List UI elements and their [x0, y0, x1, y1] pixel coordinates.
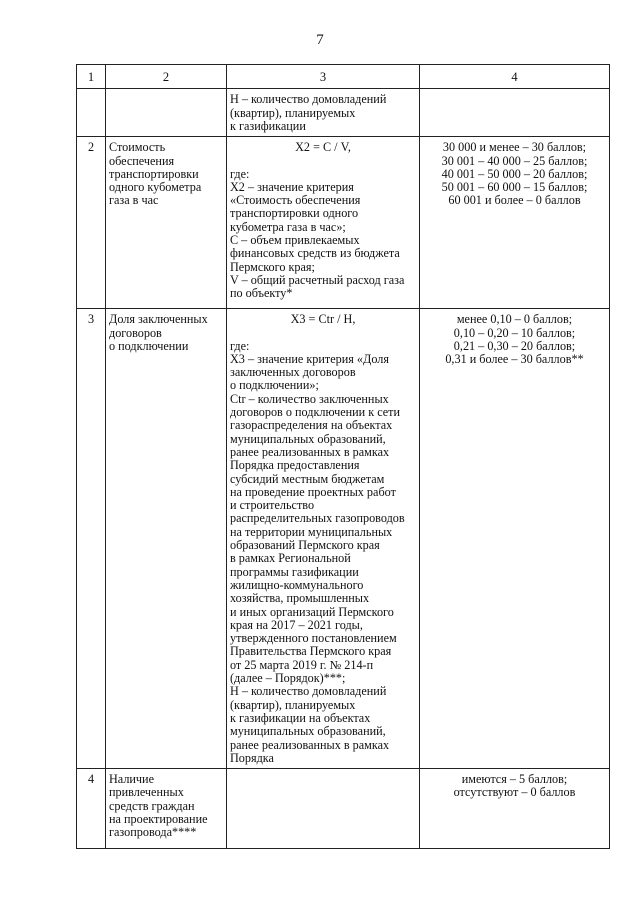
explanation-line: хозяйства, промышленных — [230, 591, 370, 606]
scores-cell — [420, 89, 610, 137]
explanation-line: финансовых средств из бюджета — [230, 246, 400, 261]
score-line: 0,21 – 0,30 – 20 баллов; — [453, 338, 576, 353]
criterion-line: транспортировки — [109, 166, 199, 181]
explanation-line: Пермского края; — [230, 259, 315, 274]
calculation-cell — [227, 769, 420, 849]
score-line: 50 001 – 60 000 – 15 баллов; — [441, 180, 588, 195]
explanation-line: к газификации — [230, 118, 306, 133]
explanation-line: программы газификации — [230, 564, 359, 579]
criterion-cell — [106, 769, 227, 849]
header-col-2: 2 — [106, 65, 227, 89]
criteria-table — [76, 64, 610, 849]
explanation-line: Н – количество домовладений — [230, 684, 387, 699]
row-number: 3 — [77, 309, 106, 769]
explanation-line: от 25 марта 2019 г. № 214-п — [230, 657, 374, 672]
explanation-line: газораспределения на объектах — [230, 418, 393, 433]
explanation-line: Правительства Пермского края — [230, 644, 392, 659]
criterion-line: Наличие — [109, 772, 154, 787]
score-line: 0,31 и более – 30 баллов** — [445, 352, 584, 367]
explanation-line: ранее реализованных в рамках — [230, 444, 390, 459]
explanation-line: жилищно-коммунального — [230, 577, 364, 592]
explanation-line: (квартир), планируемых — [230, 105, 356, 120]
scores-cell — [420, 309, 610, 769]
criterion-line: Стоимость — [109, 140, 166, 155]
explanation-line: на территории муниципальных — [230, 524, 393, 539]
score-line: 30 000 и менее – 30 баллов; — [442, 140, 587, 155]
header-col-3: 3 — [227, 65, 420, 89]
explanation-line: края на 2017 – 2021 годы, — [230, 617, 363, 632]
formula: Х2 = С / V, — [295, 140, 351, 155]
score-line: 30 001 – 40 000 – 25 баллов; — [441, 153, 588, 168]
explanation-line: субсидий местным бюджетам — [230, 471, 385, 486]
explanation-line: «Стоимость обеспечения — [230, 193, 361, 208]
table-row — [77, 769, 610, 849]
criterion-line: обеспечения — [109, 153, 175, 168]
explanation-line: распределительных газопроводов — [230, 511, 405, 526]
criterion-line: договоров — [109, 325, 162, 340]
explanation-line: к газификации на объектах — [230, 710, 371, 725]
explanation-line: где: — [230, 166, 250, 181]
explanation-line: заключенных договоров — [230, 365, 356, 380]
score-line: менее 0,10 – 0 баллов; — [456, 312, 573, 327]
criterion-line: привлеченных — [109, 785, 184, 800]
explanation-line: Порядка — [230, 750, 274, 765]
explanation-line: V – общий расчетный расход газа — [230, 272, 405, 287]
header-col-4: 4 — [420, 65, 610, 89]
scores-cell — [420, 769, 610, 849]
criterion-line: средств граждан — [109, 798, 195, 813]
formula: Х3 = Ctr / Н, — [290, 312, 356, 327]
calculation-cell — [227, 89, 420, 137]
score-line: 60 001 и более – 0 баллов — [448, 193, 581, 208]
criterion-line: одного кубометра — [109, 180, 202, 195]
table-header-row — [77, 65, 610, 89]
criterion-cell — [106, 89, 227, 137]
criterion-line: Доля заключенных — [109, 312, 208, 327]
explanation-line: где: — [230, 338, 250, 353]
explanation-line: утвержденного постановлением — [230, 631, 397, 646]
explanation-line: о подключении»; — [230, 378, 319, 393]
explanation-line: Н – количество домовладений — [230, 92, 387, 107]
table-row — [77, 89, 610, 137]
explanation-line: и строительство — [230, 498, 315, 513]
explanation-line: образований Пермского края — [230, 538, 380, 553]
scores-cell — [420, 137, 610, 309]
criterion-line: на проектирование — [109, 811, 208, 826]
explanation-line: и иных организаций Пермского — [230, 604, 394, 619]
explanation-line: (далее – Порядок)***; — [230, 671, 346, 686]
row-number — [77, 89, 106, 137]
formula-spacer — [230, 327, 416, 340]
criterion-line: газа в час — [109, 193, 159, 208]
formula-spacer — [230, 155, 416, 168]
explanation-line: кубометра газа в час»; — [230, 219, 346, 234]
score-line: имеются – 5 баллов; — [461, 772, 568, 787]
criterion-line: газопровода**** — [109, 825, 197, 840]
header-col-1: 1 — [77, 65, 106, 89]
score-line: 0,10 – 0,20 – 10 баллов; — [453, 325, 576, 340]
calculation-cell — [227, 137, 420, 309]
explanation-line: Ctr – количество заключенных — [230, 391, 389, 406]
explanation-line: (квартир), планируемых — [230, 697, 356, 712]
page-number: 7 — [316, 32, 324, 48]
criterion-cell — [106, 137, 227, 309]
criterion-line: о подключении — [109, 338, 189, 353]
calculation-cell — [227, 309, 420, 769]
explanation-line: муниципальных образований, — [230, 724, 386, 739]
explanation-line: договоров о подключении к сети — [230, 405, 401, 420]
explanation-line: ранее реализованных в рамках — [230, 737, 390, 752]
explanation-line: Х3 – значение критерия «Доля — [230, 351, 389, 366]
explanation-line: Х2 – значение критерия — [230, 179, 354, 194]
score-line: отсутствуют – 0 баллов — [453, 785, 576, 800]
explanation-line: транспортировки одного — [230, 206, 359, 221]
table-row — [77, 309, 610, 769]
explanation-line: С – объем привлекаемых — [230, 233, 360, 248]
row-number: 2 — [77, 137, 106, 309]
criterion-cell — [106, 309, 227, 769]
explanation-line: в рамках Региональной — [230, 551, 351, 566]
explanation-line: по объекту* — [230, 286, 293, 301]
explanation-line: Порядка предоставления — [230, 458, 360, 473]
explanation-line: муниципальных образований, — [230, 431, 386, 446]
table-row — [77, 137, 610, 309]
explanation-line: на проведение проектных работ — [230, 484, 396, 499]
score-line: 40 001 – 50 000 – 20 баллов; — [441, 166, 588, 181]
row-number: 4 — [77, 769, 106, 849]
